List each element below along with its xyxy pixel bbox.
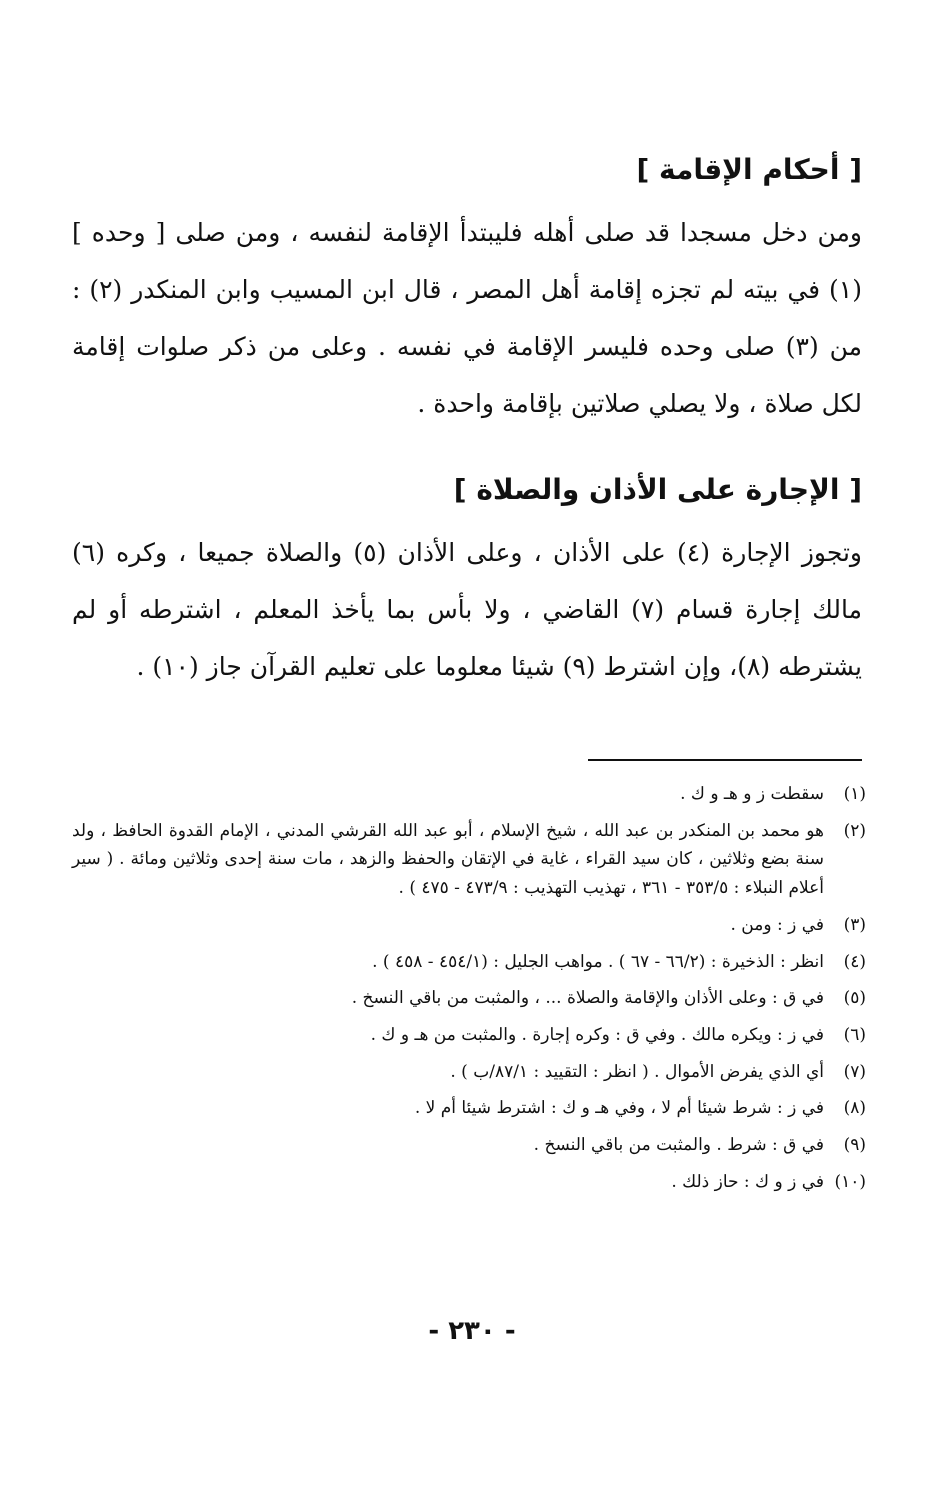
footnote bbox=[72, 1058, 866, 1087]
footnote-number: (٤) bbox=[843, 951, 866, 972]
footnote-separator bbox=[588, 759, 862, 761]
footnote bbox=[72, 911, 866, 940]
footnote-text: انظر : الذخيرة : (٦٦/٢ - ٦٧ ) . مواهب الجليل : (٤٥٤/١ - ٤٥٨ ) . bbox=[372, 951, 824, 972]
footnote bbox=[72, 984, 866, 1013]
footnote-number: (٥) bbox=[843, 988, 866, 1009]
footnote bbox=[72, 1094, 866, 1123]
footnotes bbox=[72, 780, 866, 1204]
footnote bbox=[72, 1131, 866, 1160]
footnote-text: سقطت ز و هـ و ك . bbox=[680, 784, 824, 804]
footnote bbox=[72, 1168, 866, 1197]
section-heading-iqama: [ أحكام الإقامة ] bbox=[636, 153, 862, 186]
footnote-number: (٣) bbox=[843, 914, 866, 935]
footnote-text: أي الذي يفرض الأموال . ( انظر : التقييد : ٨٧/١/ب ) . bbox=[450, 1061, 824, 1082]
footnote-number: (٢) bbox=[843, 820, 866, 841]
footnote-text: في ز و ك : حاز ذلك . bbox=[671, 1171, 824, 1192]
footnote-number: (٩) bbox=[843, 1135, 866, 1156]
footnote-number: (٦) bbox=[843, 1024, 866, 1045]
footnote-text: هو محمد بن المنكدر بن عبد الله ، شيخ الإسلام ، أبو عبد الله القرشي المدني ، الإمام القدوة الحافظ ، ولد سنة بضع وثلاثين ، كان سيد القراء ، غاية في الإتقان والحفظ والزهد ، مات سنة إحدى وثلاثين ومائة . ( سير أعلام النبلاء : ٣٥٣/٥ - ٣٦١ ، تهذيب التهذيب : ٤٧٣/٩ - ٤٧٥ ) . bbox=[72, 820, 824, 899]
paragraph-ijara: وتجوز الإجارة (٤) على الأذان ، وعلى الأذان (٥) والصلاة جميعا ، وكره (٦) مالك إجارة قسام (٧) القاضي ، ولا بأس بما يأخذ المعلم ، اشترطه أو لم يشترطه (٨)، وإن اشترط (٩) شيئا معلوما على تعليم القرآن جاز (١٠) . bbox=[72, 538, 862, 681]
main-text bbox=[72, 150, 862, 695]
footnote-text: في ز : ويكره مالك . وفي ق : وكره إجارة . والمثبت من هـ و ك . bbox=[370, 1024, 824, 1045]
footnote-text: في ز : شرط شيئا أم لا ، وفي هـ و ك : اشترط شيئا أم لا . bbox=[414, 1098, 824, 1119]
footnote bbox=[72, 948, 866, 977]
section-heading-ijara: [ الإجارة على الأذان والصلاة ] bbox=[453, 473, 862, 506]
footnote bbox=[72, 780, 866, 809]
footnote-number: (١) bbox=[843, 784, 866, 804]
footnote-text: في ق : شرط . والمثبت من باقي النسخ . bbox=[533, 1135, 824, 1156]
paragraph-iqama: ومن دخل مسجدا قد صلى أهله فليبتدأ الإقامة لنفسه ، ومن صلى [ وحده ] (١) في بيته لم تجزه إقامة أهل المصر ، قال ابن المسيب وابن المنكدر (٢) : من (٣) صلى وحده فليسر الإقامة في نفسه . وعلى من ذكر صلوات إقامة لكل صلاة ، ولا يصلي صلاتين بإقامة واحدة . bbox=[72, 218, 862, 418]
footnote bbox=[72, 817, 866, 903]
footnote-text: في ز : ومن . bbox=[730, 914, 824, 935]
footnote-number: (١٠) bbox=[834, 1171, 866, 1192]
footnote-text: في ق : وعلى الأذان والإقامة والصلاة ... ، والمثبت من باقي النسخ . bbox=[351, 988, 824, 1009]
footnote-number: (٨) bbox=[843, 1098, 866, 1119]
page-number: - ٢٣٠ - bbox=[428, 1316, 516, 1346]
footnote-number: (٧) bbox=[843, 1061, 866, 1082]
footnote bbox=[72, 1021, 866, 1050]
